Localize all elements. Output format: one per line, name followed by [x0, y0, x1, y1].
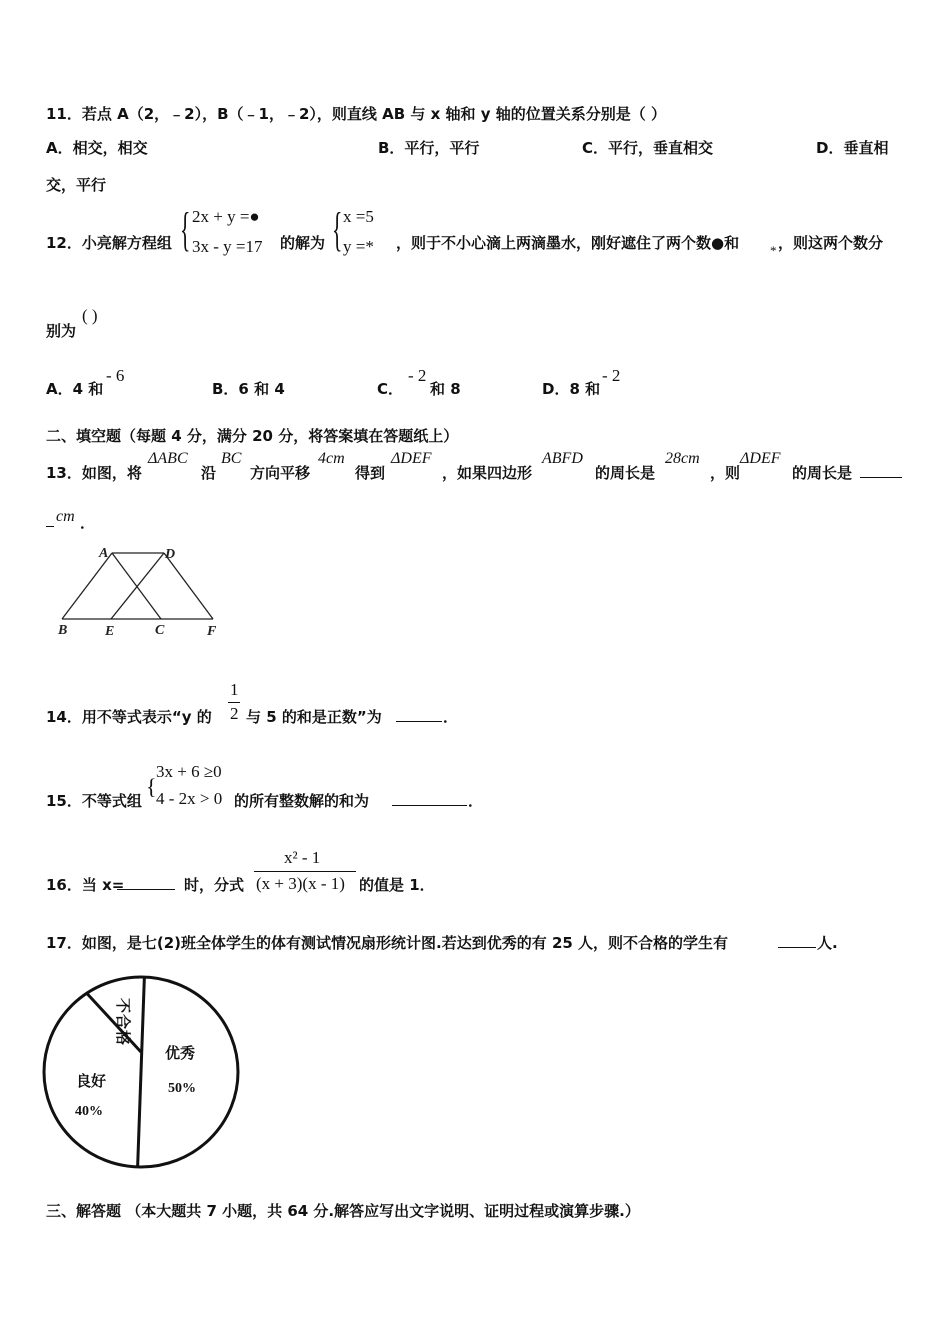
q15-part-2: 的所有整数解的和为: [234, 792, 370, 810]
q12-brace-left: {: [180, 203, 191, 256]
q17-value-excellent: 50%: [168, 1081, 196, 1096]
q13-unit: cm: [56, 508, 75, 525]
q13-part-2: 沿: [201, 464, 217, 482]
q17-stem: 17．如图，是七(2)班全体学生的体有测试情况扇形统计图.若达到优秀的有 25 人，则不合格的学生有: [46, 934, 729, 952]
q13-label-c: C: [155, 623, 165, 638]
q17-label-fail-1: 不: [114, 998, 130, 1014]
q16-answer-blank[interactable]: [117, 875, 175, 890]
q16-part-1: 16．当 x=: [46, 876, 125, 894]
q12-option-b: B．6 和 4: [212, 380, 285, 398]
q16-part-3: 的值是 1．: [359, 876, 435, 894]
q12-paren: ( ): [82, 306, 98, 325]
q13-math-4cm: 4cm: [318, 450, 345, 467]
q12-suffix2: ，则这两个数分: [778, 234, 884, 252]
q13-math-triangle-abc: ΔABC: [148, 450, 188, 467]
q15-end: ．: [468, 792, 484, 810]
q17-answer-blank[interactable]: [778, 933, 816, 948]
q13-answer-blank-cont[interactable]: [46, 512, 54, 527]
q12-suffix: ，则于不小心滴上两滴墨水，刚好遮住了两个数●和: [396, 234, 740, 252]
q14-fraction-bar: [228, 702, 240, 703]
q12-option-c: C．: [377, 380, 404, 398]
q14-end: ．: [443, 708, 459, 726]
q15-ineq-1: 3x + 6 ≥0: [156, 762, 222, 781]
q13-part-4: 得到: [355, 464, 386, 482]
q12-eq2: 3x - y =17: [192, 237, 263, 256]
q15-answer-blank[interactable]: [392, 791, 467, 806]
q15-part-1: 15．不等式组: [46, 792, 142, 810]
q14-part-1: 14．用不等式表示“y 的: [46, 708, 212, 726]
q11-stem: 11．若点 A（2，﹣2），B（﹣1，﹣2），则直线 AB 与 x 轴和 y 轴的位置关系分别是（ ）: [46, 105, 666, 123]
q13-label-f: F: [207, 624, 217, 639]
q13-label-e: E: [105, 624, 115, 639]
q13-part-5: ，如果四边形: [442, 464, 533, 482]
q11-option-d: D．垂直相: [816, 139, 889, 157]
q12-mid: 的解为: [280, 234, 326, 252]
q11-option-d-cont: 交，平行: [46, 176, 107, 194]
q14-fraction-den: 2: [230, 704, 239, 723]
q17-value-good: 40%: [75, 1104, 103, 1119]
q12-option-c-tail: 和 8: [430, 380, 461, 398]
q12-prefix: 12．小亮解方程组: [46, 234, 172, 252]
q12-option-d-value: - 2: [602, 366, 621, 385]
q11-option-b: B．平行，平行: [378, 139, 480, 157]
q12-option-d: D．8 和: [542, 380, 601, 398]
q13-part-1: 13．如图，将: [46, 464, 142, 482]
q16-part-2: 时，分式: [184, 876, 245, 894]
q12-line2: 别为: [46, 322, 77, 340]
q12-sol2: y =*: [343, 237, 374, 256]
q12-option-c-value: - 2: [408, 366, 427, 385]
q17-end: 人.: [817, 934, 838, 952]
q13-end: ．: [80, 514, 96, 532]
q13-math-28cm: 28cm: [665, 450, 700, 467]
q13-answer-blank[interactable]: [860, 463, 902, 478]
q15-brace: {: [146, 774, 157, 799]
q14-answer-blank[interactable]: [396, 707, 442, 722]
q12-option-a: A．4 和: [46, 380, 104, 398]
q16-fraction-den: (x + 3)(x - 1): [256, 874, 345, 893]
q13-part-3: 方向平移: [250, 464, 311, 482]
q17-label-fail-3: 格: [114, 1030, 130, 1046]
q12-option-a-value: - 6: [106, 366, 125, 385]
q13-part-7: ，则: [710, 464, 741, 482]
q16-fraction-num: x² - 1: [284, 848, 321, 867]
section-2-heading: 二、填空题（每题 4 分，满分 20 分，将答案填在答题纸上）: [46, 427, 459, 445]
section-3-heading: 三、解答题 （本大题共 7 小题，共 64 分.解答应写出文字说明、证明过程或演算步骤.）: [46, 1202, 640, 1220]
q11-option-a: A．相交，相交: [46, 139, 148, 157]
q11-option-c: C．平行，垂直相交: [582, 139, 714, 157]
q15-ineq-2: 4 - 2x > 0: [156, 789, 223, 808]
q16-fraction-bar: [254, 871, 356, 872]
q12-eq1: 2x + y =●: [192, 207, 260, 226]
q17-label-fail-2: 合: [114, 1014, 130, 1030]
q17-label-good: 良好: [76, 1074, 107, 1090]
q13-math-bc: BC: [221, 450, 242, 467]
q13-label-b: B: [58, 623, 68, 638]
q12-star: *: [770, 243, 777, 258]
q17-pie-chart: [40, 975, 250, 1175]
q17-label-excellent: 优秀: [165, 1046, 196, 1062]
q12-brace-right: {: [332, 203, 343, 256]
q13-math-triangle-def: ΔDEF: [391, 450, 432, 467]
q13-part-6: 的周长是: [595, 464, 656, 482]
q13-label-d: D: [165, 547, 176, 562]
q13-math-abfd: ABFD: [542, 450, 583, 467]
q13-translation-figure: [50, 540, 230, 645]
q14-fraction-num: 1: [230, 680, 239, 699]
q13-math-triangle-def-2: ΔDEF: [740, 450, 781, 467]
q12-sol1: x =5: [343, 207, 374, 226]
q13-label-a: A: [99, 546, 109, 561]
q13-part-8: 的周长是: [792, 464, 853, 482]
q14-part-2: 与 5 的和是正数”为: [246, 708, 382, 726]
